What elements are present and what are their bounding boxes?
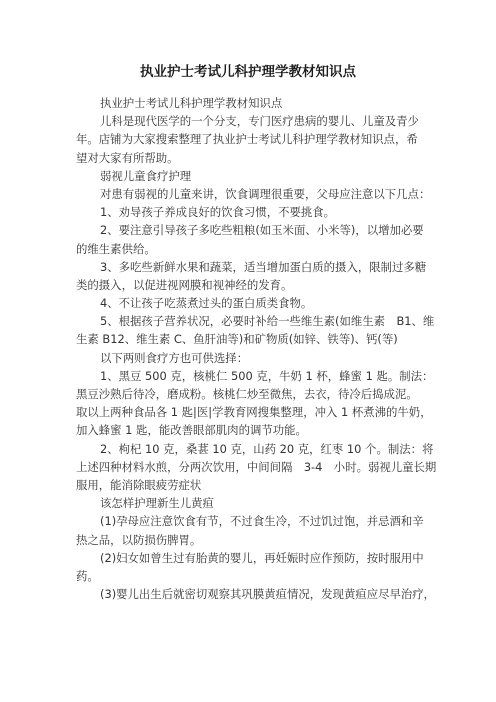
list-item: (1)孕母应注意饮食有节，不过食生冷，不过饥过饱，并忌酒和辛 (100, 514, 424, 529)
list-item: 4、不让孩子吃蒸煮过头的蛋白质类食物。 (100, 296, 313, 311)
paragraph-line: 服用，能消除眼疲劳症状 (76, 477, 202, 492)
list-item: (2)妇女如曾生过有胎黄的婴儿，再妊娠时应作预防，按时服用中 (100, 550, 424, 565)
list-item: 1、劝导孩子养成良好的饮食习惯，不要挑食。 (100, 205, 336, 220)
paragraph-line: 黑豆沙熟后待冷，磨成粉。核桃仁炒至微焦，去衣，待冷后捣成泥。 (76, 387, 418, 401)
paragraph-line: 类的摄入，以促进视网膜和视神经的发育。 (76, 277, 293, 292)
paragraph-line: 加入蜂蜜 1 匙，能改善眼部肌肉的调节功能。 (76, 423, 307, 438)
paragraph-line: 执业护士考试儿科护理学教材知识点 (100, 96, 283, 110)
paragraph-line: 药。 (76, 568, 99, 583)
list-item: 2、枸杞 10 克，桑葚 10 克，山药 20 克，红枣 10 个。制法：将 (100, 441, 434, 456)
paragraph-line: 上述四种材料水煎，分两次饮用，中间间隔 3-4 小时。弱视儿童长期 (76, 459, 437, 474)
paragraph-line: 儿科是现代医学的一个分支，专门医疗患病的婴儿、儿童及青少 (100, 114, 419, 129)
paragraph-line: 年。店铺为大家搜索整理了执业护士考试儿科护理学教材知识点，希 (76, 132, 418, 147)
section-heading: 弱视儿童食疗护理 (100, 168, 192, 183)
paragraph-line: 以下两则食疗方也可供选择： (100, 350, 249, 365)
paragraph-line: 取以上两种食品各 1 匙|医|学教育网搜集整理，冲入 1 杯煮沸的牛奶， (76, 405, 432, 420)
list-item: 5、根据孩子营养状况，必要时补给一些维生素(如维生素 B1、维 (100, 314, 435, 329)
list-item: 2、要注意引导孩子多吃些粗粮(如玉米面、小米等)，以增加必要 (100, 223, 424, 238)
document-title: 执业护士考试儿科护理学教材知识点 (140, 64, 356, 80)
document-body (76, 94, 437, 603)
section-heading: 该怎样护理新生儿黄疸 (100, 496, 214, 511)
paragraph-line: 对患有弱视的儿童来讲，饮食调理很重要，父母应注意以下几点： (100, 186, 431, 201)
paragraph-line: 生素 B12、维生素 C、鱼肝油等)和矿物质(如锌、铁等)、钙(等) (76, 332, 398, 347)
paragraph-line: 的维生素供给。 (76, 241, 156, 256)
list-item: 3、多吃些新鲜水果和蔬菜，适当增加蛋白质的摄入，限制过多糖 (100, 259, 427, 274)
paragraph-line: 热之品，以防损伤脾胃。 (76, 532, 202, 547)
list-item: 1、黑豆 500 克，核桃仁 500 克，牛奶 1 杯，蜂蜜 1 匙。制法： (100, 368, 434, 383)
paragraph-line: 望对大家有所帮助。 (76, 150, 179, 165)
list-item: (3)婴儿出生后就密切观察其巩膜黄疸情况，发现黄疸应尽早治疗， (100, 587, 436, 602)
